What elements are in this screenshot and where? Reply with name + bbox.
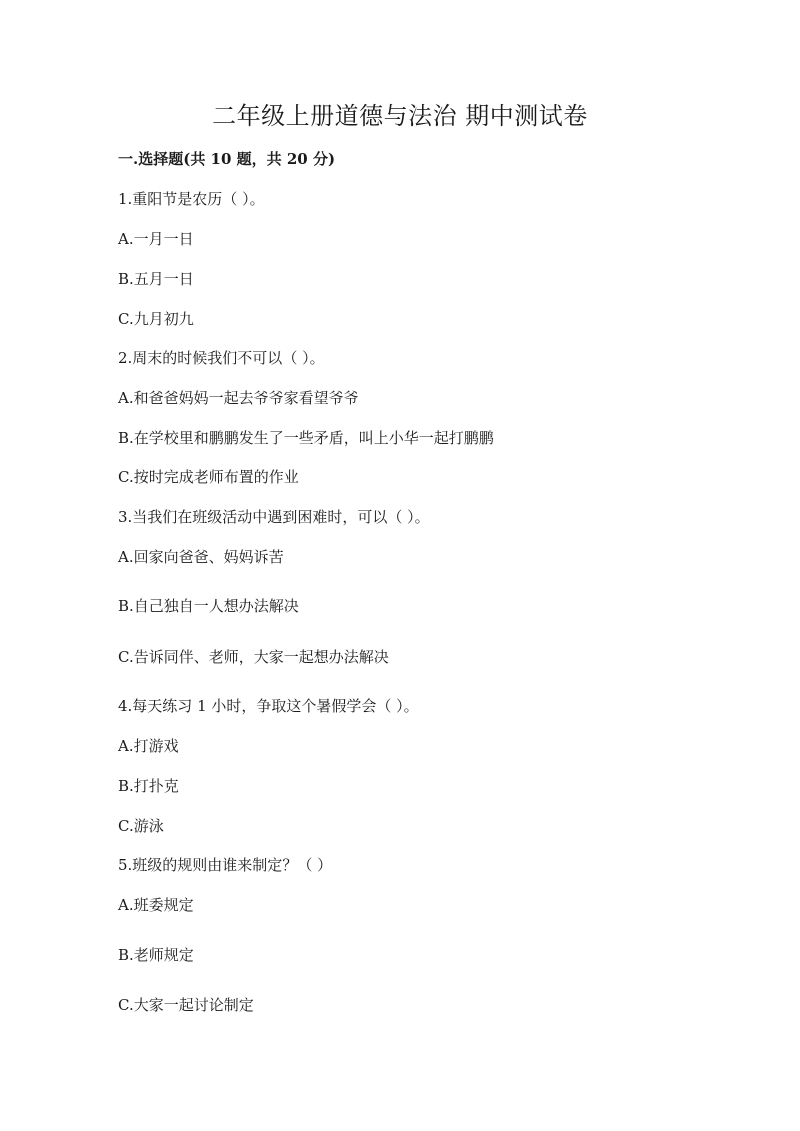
question-5: 5.班级的规则由谁来制定？（ ） — [118, 856, 333, 874]
question-4-option-a: A.打游戏 — [118, 737, 179, 755]
question-2-option-a: A.和爸爸妈妈一起去爷爷家看望爷爷 — [118, 389, 359, 407]
question-2-option-c: C.按时完成老师布置的作业 — [118, 468, 299, 486]
question-3-option-c: C.告诉同伴、老师，大家一起想办法解决 — [118, 648, 389, 666]
question-4-option-c: C.游泳 — [118, 817, 164, 835]
question-3-option-a: A.回家向爸爸、妈妈诉苦 — [118, 548, 284, 566]
question-1-option-b: B.五月一日 — [118, 270, 194, 288]
question-1-option-a: A.一月一日 — [118, 230, 194, 248]
section-heading: 一.选择题(共 10 题，共 20 分) — [118, 150, 336, 168]
question-4-option-b: B.打扑克 — [118, 777, 179, 795]
question-5-option-a: A.班委规定 — [118, 896, 194, 914]
page-title: 二年级上册道德与法治 期中测试卷 — [212, 102, 588, 130]
question-1-option-c: C.九月初九 — [118, 310, 194, 328]
question-2-option-b: B.在学校里和鹏鹏发生了一些矛盾，叫上小华一起打鹏鹏 — [118, 429, 494, 447]
question-4: 4.每天练习 1 小时，争取这个暑假学会（ ）。 — [118, 697, 419, 715]
question-5-option-c: C.大家一起讨论制定 — [118, 996, 254, 1014]
question-5-option-b: B.老师规定 — [118, 946, 194, 964]
question-3: 3.当我们在班级活动中遇到困难时，可以（ ）。 — [118, 508, 430, 526]
question-2: 2.周末的时候我们不可以（ ）。 — [118, 349, 325, 367]
question-3-option-b: B.自己独自一人想办法解决 — [118, 597, 299, 615]
question-1: 1.重阳节是农历（ ）。 — [118, 190, 265, 208]
